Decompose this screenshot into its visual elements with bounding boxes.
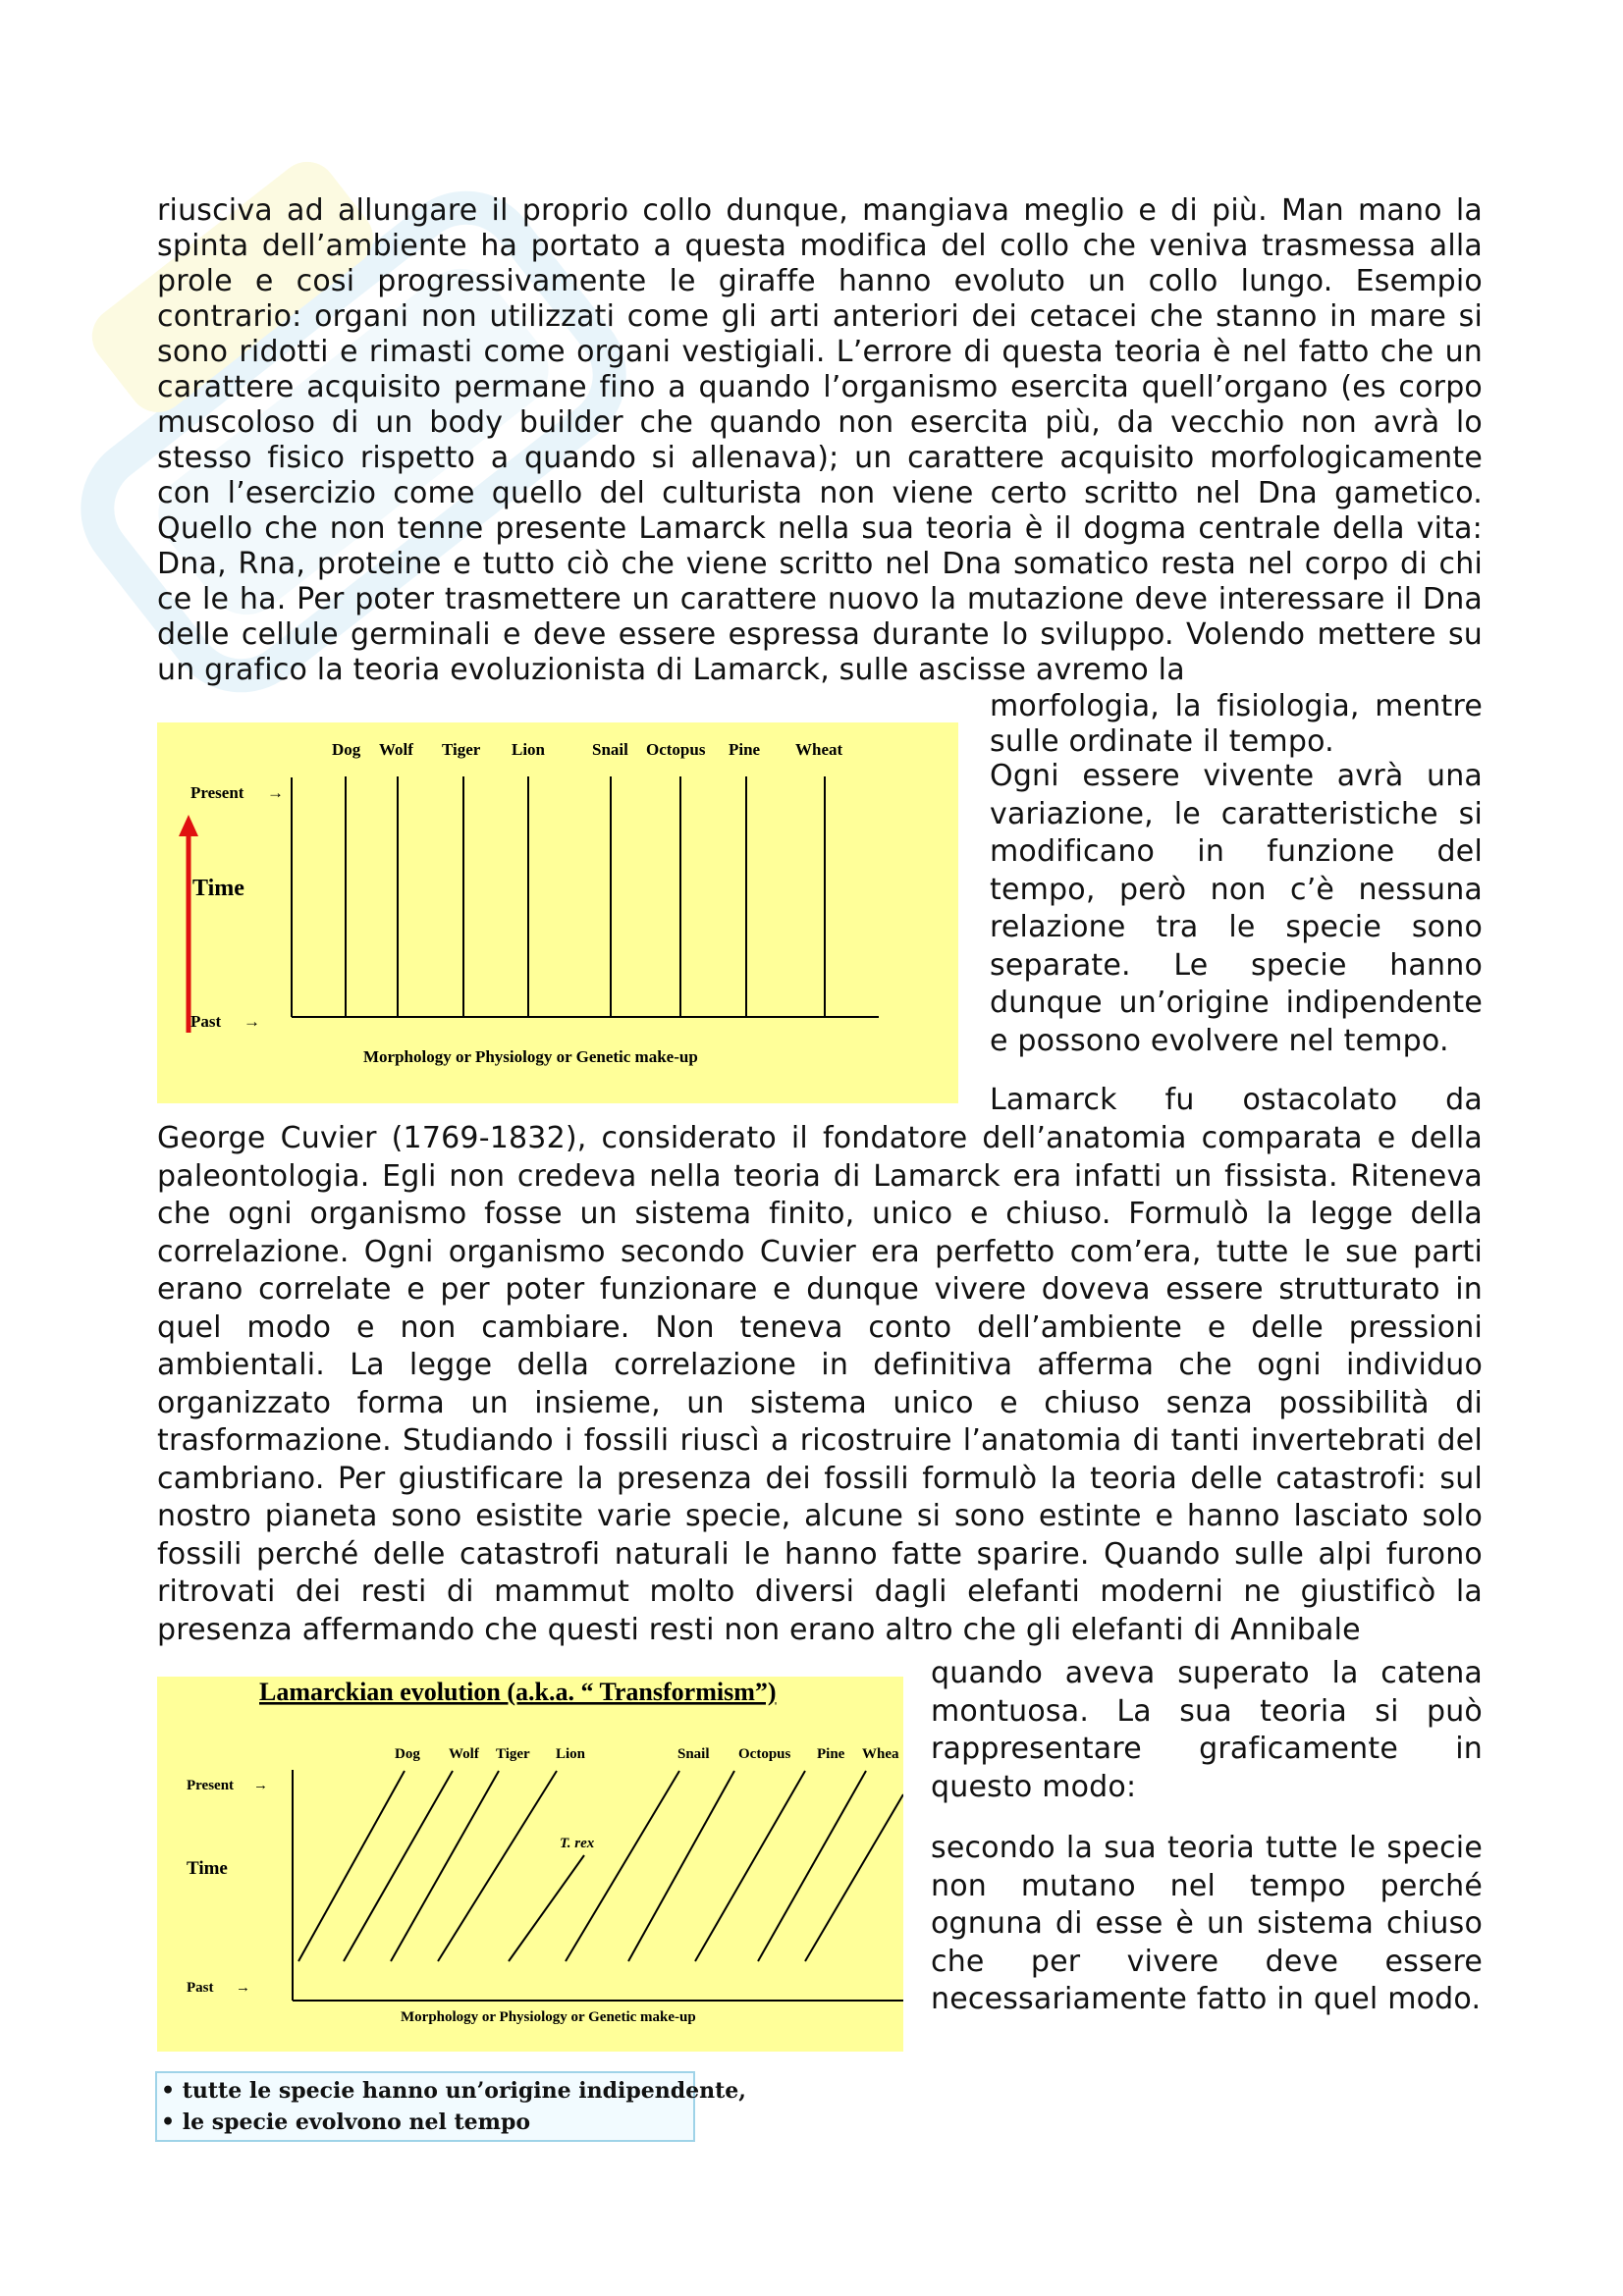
paragraph-lamarck-giraffe: riusciva ad allungare il proprio collo dunque, mangiava meglio e di più. Man mano la spinta dell’ambiente ha portato a questa modifica del collo che veniva trasmessa alla prole e cosi progressivamente le giraffe hanno evoluto un collo lungo. Esempio contrario: organi non utilizzati come gli arti anteriori dei cetacei che stanno in mare si sono ridotti e rimasti come organi vestigiali. L’errore di questa teoria è nel fatto che un carattere acquisito permane fino a quando l’organismo esercita quell’organo (es corpo muscoloso di un body builder che quando non esercita più, da vecchio non avrà lo stesso fisico rispetto a quando si allenava); un carattere acquisito morfologicamente con l’esercizio come quello del culturista non viene certo scritto nel Dna gametico. Quello che non tenne presente Lamarck nella sua teoria è il dogma centrale della vita: Dna, Rna, proteine e tutto ciò che viene scritto nel Dna somatico resta nel corpo di chi ce le ha. Per poter trasmettere un carattere nuovo la mutazione deve interessare il Dna delle cellule germinali e deve essere espressa durante lo sviluppo. Volendo mettere su un grafico la teoria evoluzionista di Lamarck, sulle ascisse avremo la: [157, 193, 1483, 687]
species-label-lion: Lion: [556, 1746, 586, 1762]
species-label-wolf: Wolf: [379, 740, 413, 759]
time-label: Time: [192, 876, 244, 901]
paragraph-axes: morfologia, la fisiologia, mentre sulle ordinate il tempo.: [990, 689, 1483, 759]
past-arrow: →: [243, 1012, 260, 1031]
present-label: Present: [187, 1778, 235, 1793]
species-line: [695, 1771, 805, 1961]
time-arrowhead: [179, 815, 198, 836]
x-axis-label: Morphology or Physiology or Genetic make-up: [401, 2009, 696, 2025]
caption-line-independent-origin: • tutte le specie hanno un’origine indipendente,: [161, 2078, 746, 2104]
past-label: Past: [187, 1980, 214, 1996]
present-arrow: →: [253, 1778, 268, 1793]
species-label-octopus: Octopus: [646, 740, 706, 759]
species-line: [438, 1771, 557, 1961]
species-label-pine: Pine: [729, 740, 761, 759]
species-line: [566, 1771, 679, 1961]
species-label-snail: Snail: [592, 740, 628, 759]
figure-independent-origin: [157, 722, 958, 1103]
paragraph-species-variation: Ogni essere vivente avrà una variazione, le caratteristiche si modificano in funzione del tempo, però non c’è nessuna relazione tra le specie sono separate. Le specie hanno dunque un’origine indipendente e possono evolvere nel tempo.: [990, 759, 1483, 1058]
species-line: [391, 1771, 499, 1961]
figure2-species-lines: [298, 1771, 903, 1961]
x-axis-label: Morphology or Physiology or Genetic make-up: [363, 1047, 698, 1066]
present-arrow: →: [267, 783, 284, 802]
species-label-dog: Dog: [395, 1746, 420, 1762]
species-label-wolf: Wolf: [449, 1746, 479, 1762]
present-label: Present: [190, 783, 244, 802]
species-line-extinct: [509, 1855, 584, 1961]
past-arrow: →: [236, 1980, 250, 1996]
species-label-dog: Dog: [332, 740, 361, 759]
species-label-lion: Lion: [512, 740, 546, 759]
species-line: [344, 1771, 453, 1961]
species-line: [805, 1794, 903, 1961]
past-label: Past: [190, 1012, 222, 1031]
species-line: [298, 1771, 405, 1961]
paragraph-cuvier: George Cuvier (1769-1832), considerato il fondatore dell’anatomia comparata e della paleontologia. Egli non credeva nella teoria di Lamarck era infatti un fissista. Riteneva che ogni organismo fosse un sistema finito, unico e chiuso. Formulò la legge della correlazione. Ogni organismo secondo Cuvier era perfetto com’era, tutte le sue parti erano correlate e per poter funzionare e dunque vivere doveva essere strutturato in quel modo e non cambiare. Non teneva conto dell’ambiente e delle pressioni ambientali. La legge della correlazione in definitiva afferma che ogni individuo organizzato forma un insieme, un sistema unico e chiuso senza possibilità di trasformazione. Studiando i fossili riuscì a ricostruire l’anatomia di tanti invertebrati del cambriano. Per giustificare la presenza dei fossili formulò la teoria delle catastrofi: sul nostro pianeta sono esistite varie specie, alcune si sono estinte e hanno lasciato solo fossili perché delle catastrofi naturali le hanno fatte sparire. Quando sulle alpi furono ritrovati dei resti di mammut molto diversi dagli elefanti moderni ne giustificò la presenza affermando che questi resti non erano altro che gli elefanti di Annibale: [157, 1121, 1483, 1647]
figure-lamarckian-evolution: [157, 1677, 903, 2052]
species-line: [758, 1771, 866, 1961]
paragraph-lamarck-obstacle: Lamarck fu ostacolato da: [990, 1083, 1483, 1117]
figure1-species-lines: [346, 776, 825, 1017]
paragraph-cuvier-graph: quando aveva superato la catena montuosa. La sua teoria si può rappresentare graficamente in questo modo:: [931, 1656, 1483, 1804]
species-label-tiger: Tiger: [442, 740, 481, 759]
paragraph-species-fixed: secondo la sua teoria tutte le specie non mutano nel tempo perché ognuna di esse è un sistema chiuso che per vivere deve essere necessariamente fatto in quel modo.: [931, 1831, 1483, 2016]
extinct-species-label: T. rex: [560, 1836, 595, 1851]
species-label-wheat: Whea: [862, 1746, 899, 1762]
summary-caption-box: [155, 2071, 746, 2142]
time-label: Time: [187, 1858, 228, 1879]
species-label-octopus: Octopus: [738, 1746, 791, 1762]
species-label-wheat: Wheat: [795, 740, 843, 759]
figure2-title: Lamarckian evolution (a.k.a. “ Transformism”): [259, 1678, 777, 1706]
species-line: [628, 1771, 734, 1961]
species-label-snail: Snail: [677, 1746, 710, 1762]
species-label-tiger: Tiger: [496, 1746, 530, 1762]
species-label-pine: Pine: [817, 1746, 845, 1762]
caption-line-evolve-in-time: • le specie evolvono nel tempo: [161, 2109, 531, 2135]
